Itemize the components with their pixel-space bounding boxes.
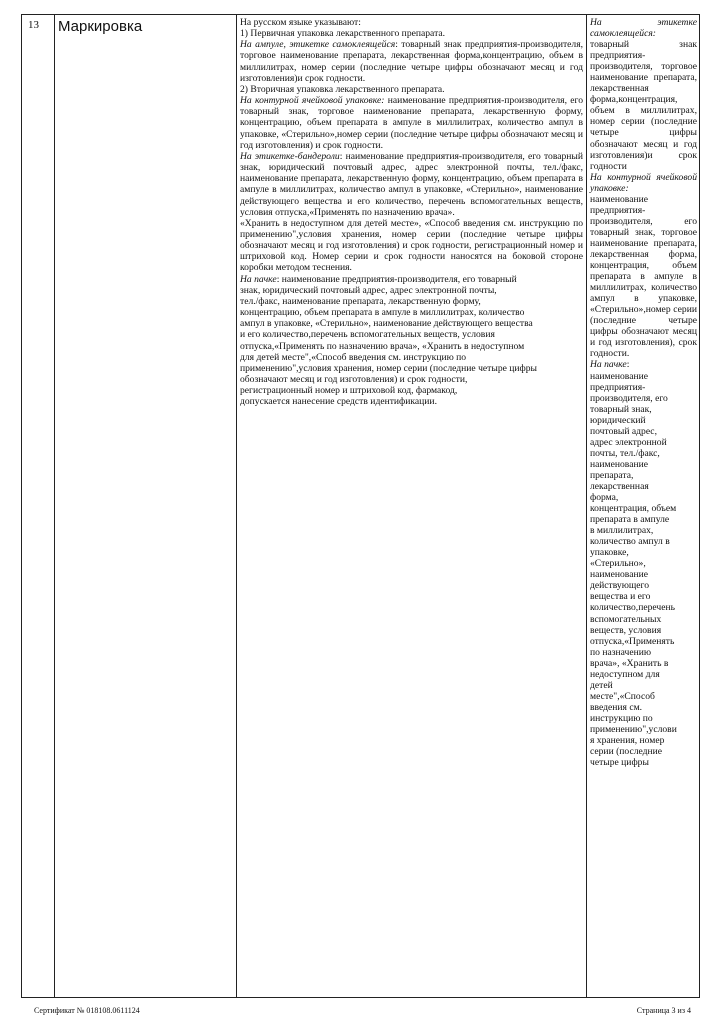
notes-pack-line: вспомогательных (590, 613, 662, 625)
description-intro: На русском языке указывают: (240, 17, 361, 28)
notes-pack-line: месте",«Способ (590, 690, 655, 702)
notes-pack-line: лекарственная (590, 480, 649, 492)
pack-label: На пачке (240, 273, 277, 285)
notes-label-text: товарный знак предприятия-производителя, торговое наименование препарата, лекарственная форма,концентрация, объем в миллилитрах, номер серии (последние четыре цифры обозначают месяц и год изготовления)и срок годности (590, 39, 697, 172)
notes-pack-line: почты, тел./факс, (590, 447, 660, 459)
blister-text: наименование предприятия-производителя, его товарный знак, торговое наименование препарата, лекарственную форму, концентрацию, объем препарата в ампуле в миллилитрах, количество ампул в упаковке, «Стерильно»,номер серии (последние четыре цифры обозначают месяц и год изготовления) и срок годности. (240, 95, 583, 151)
notes-body (587, 15, 699, 768)
notes-pack-heading: На пачке: (590, 359, 630, 371)
notes-pack-line: почтовый адрес, (590, 425, 657, 437)
notes-pack-line: недоступном для (590, 668, 660, 680)
notes-pack-line: инструкцию по (590, 712, 653, 724)
primary-heading: 1) Первичная упаковка лекарственного препарата. (240, 28, 446, 40)
notes-pack-line: введения см. (590, 701, 643, 713)
row-name-cell (55, 15, 237, 998)
banderol-paragraph (240, 151, 583, 218)
primary-label: На ампуле, этикетке самоклеящейся (240, 39, 396, 51)
notes-pack-line: в миллилитрах, (590, 525, 654, 537)
storage-paragraph: «Хранить в недоступном для детей месте», «Способ введения см. инструкцию по применению",условия хранения, номер серии (последние четыре цифры обозначают месяц и год изготовления) и срок годности, регистрационный номер и штриховой код. Номер серии и срок годности наносятся на боковой стороне коробки методом теснения. (240, 217, 583, 274)
notes-pack-line: препарата, (590, 469, 634, 481)
page-number: Страница 3 из 4 (636, 1006, 691, 1015)
row-number: 13 (28, 19, 39, 31)
notes-pack-line: предприятия- (590, 381, 646, 393)
pack-line: и его количество,перечень вспомогательных веществ, условия (240, 329, 495, 341)
certificate-number: Сертификат № 018108.0611124 (34, 1006, 140, 1015)
notes-pack-line: наименование (590, 458, 648, 470)
notes-pack-line: количество,перечень (590, 602, 675, 614)
pack-line: На пачке: наименование предприятия-производителя, его товарный (240, 273, 517, 285)
notes-pack-line: товарный знак, (590, 403, 652, 415)
notes-pack-line: серии (последние (590, 746, 663, 758)
notes-cell (587, 15, 700, 998)
notes-blister-heading: На контурной ячейковой упаковке: (590, 171, 697, 194)
pack-line: знак, юридический почтовый адрес, адрес электронной почты, (240, 284, 497, 296)
notes-pack-line: веществ, условия (590, 624, 662, 636)
notes-pack-line: производителя, его (590, 392, 668, 404)
pack-line: допускается нанесение средств идентификации. (240, 396, 437, 408)
notes-pack-line: адрес электронной (590, 436, 667, 448)
notes-pack-line: концентрация, объем (590, 503, 677, 515)
description-body (237, 15, 586, 407)
blister-paragraph (240, 95, 583, 151)
notes-pack-line: отпуска,«Применять (590, 635, 675, 647)
banderol-label: На этикетке-бандероли (240, 150, 340, 162)
pack-line: концентрацию, объем препарата в ампуле в миллилитрах, количество (240, 307, 525, 319)
row-name: Маркировка (58, 18, 143, 35)
notes-pack-line: количество ампул в (590, 536, 670, 548)
pack-line: обозначают месяц и год изготовления) и срок годности, (240, 374, 468, 385)
pack-line: тел./факс, наименование препарата, лекарственную форму, (240, 295, 481, 307)
pack-line: отпуска,«Применять по назначению врача», «Хранить в недоступном (240, 340, 525, 352)
primary-text: : товарный знак предприятия-производителя, торговое наименование препарата, лекарственная форма,концентрацию, объем в миллилитрах, номер серии (последние четыре цифры обозначают месяц и год изготовления)и срок годности. (240, 39, 583, 84)
notes-pack-line: форма, (590, 492, 619, 504)
banderol-text: : наименование предприятия-производителя, его товарный знак, юридический почтовый адрес, адрес электронной почты, тел./факс, наименование препарата, лекарственную форму, концентрацию, объем препарата в ампуле в миллилитрах, количество ампул в упаковке, «Стерильно», наименование действующего вещества и его количество, перечень вспомогательных веществ, условия отпуска,«Применять по назначению врача». (240, 150, 583, 218)
table-row (22, 15, 700, 998)
notes-pack-line: «Стерильно», (590, 558, 646, 570)
notes-pack-line: по назначению (590, 646, 652, 658)
notes-label-heading: На этикетке самоклеящейся: (590, 17, 697, 40)
notes-pack-line: вещества и его (590, 591, 651, 603)
blister-label: На контурной ячейковой упаковке: (240, 95, 385, 107)
notes-pack-line: юридический (590, 414, 646, 426)
notes-pack-line: врача», «Хранить в (590, 657, 669, 669)
notes-blister-text: наименование предприятия-производителя, его товарный знак, торговое наименование препарата, лекарственная форма, концентрация, объем препарата в ампуле в миллилитрах, количество ампул в упаковке, «Стерильно»,номер серии (последние четыре цифры обозначают месяц и год изготовления), срок годности. (590, 193, 697, 360)
pack-line: применению",условия хранения, номер серии (последние четыре цифры (240, 362, 537, 374)
pack-line: для детей месте",«Способ введения см. инструкцию по (240, 351, 467, 363)
notes-pack-lines (590, 371, 697, 769)
row-number-cell (22, 15, 55, 998)
notes-pack-line: наименование (590, 569, 648, 581)
pack-line: регистрационный номер и штриховой код, фармакод, (240, 385, 458, 397)
notes-pack-line: я хранения, номер (590, 735, 665, 747)
notes-pack-line: применению",услови (590, 724, 677, 735)
specification-table (21, 14, 700, 998)
notes-pack-line: действующего (590, 580, 650, 592)
notes-pack-line: четыре цифры (590, 757, 649, 769)
pack-line: ампул в упаковке, «Стерильно», наименование действующего вещества (240, 318, 533, 330)
notes-pack-line: детей (590, 679, 613, 691)
description-cell (237, 15, 587, 998)
notes-pack-line: препарата в ампуле (590, 514, 670, 526)
secondary-heading: 2) Вторичная упаковка лекарственного препарата. (240, 83, 445, 95)
primary-paragraph (240, 39, 583, 84)
notes-pack-line: наименование (590, 370, 648, 382)
notes-pack-line: упаковке, (590, 547, 629, 559)
